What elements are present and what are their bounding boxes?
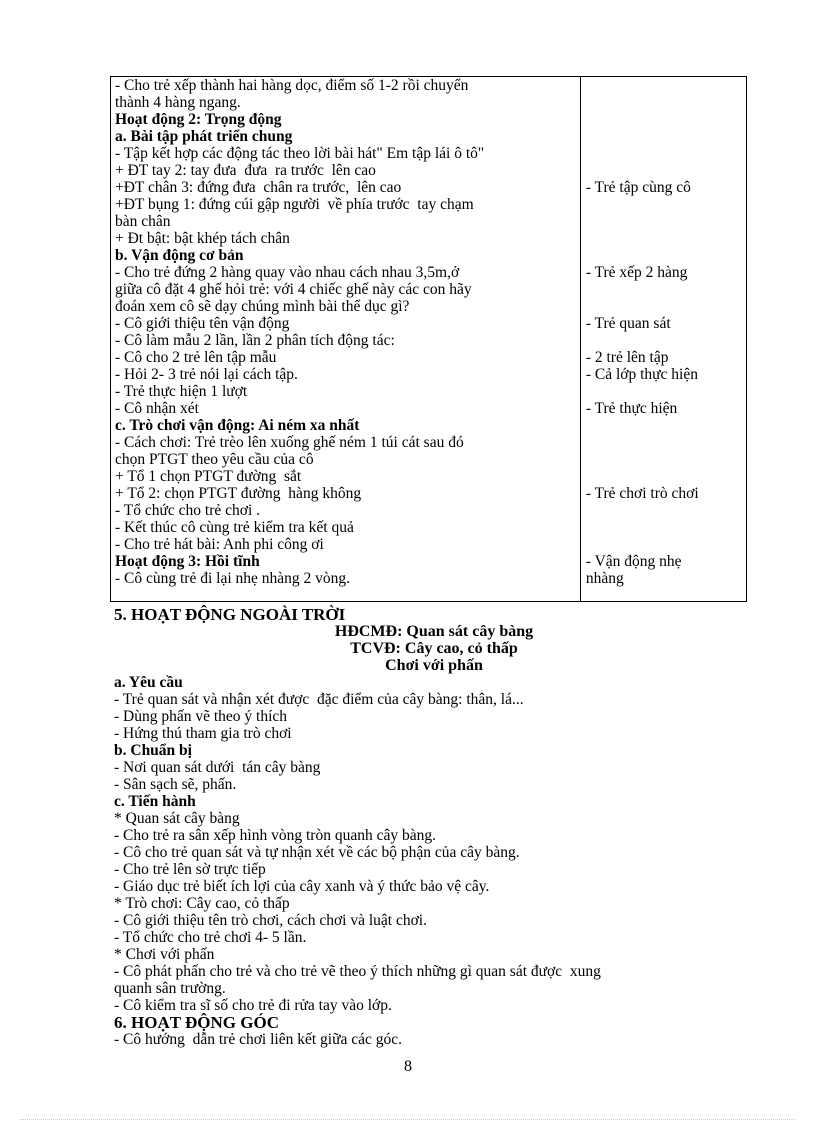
child-activity-item: - Cả lớp thực hiện bbox=[585, 366, 698, 383]
text-line: + Tổ 1 chọn PTGT đường sắt bbox=[115, 468, 302, 485]
child-activity-item: - Trẻ xếp 2 hàng bbox=[585, 264, 688, 281]
child-activity-column bbox=[580, 77, 746, 602]
child-activity-item: - Trẻ chơi trò chơi bbox=[585, 485, 699, 502]
heading-line: c. Trò chơi vận động: Ai ném xa nhất bbox=[115, 417, 360, 434]
text-line: - Cho trẻ ra sân xếp hình vòng tròn quanh cây bàng. bbox=[114, 827, 436, 844]
text-line: đoán xem cô sẽ dạy chúng mình bài thể dục gì? bbox=[115, 298, 410, 315]
text-line: + Đt bật: bật khép tách chân bbox=[115, 230, 290, 247]
section-6-body bbox=[114, 1031, 754, 1048]
text-line: +ĐT bụng 1: đứng cúi gập người về phía trước tay chạm bbox=[115, 196, 474, 213]
child-activity-item: - Trẻ quan sát bbox=[585, 315, 671, 332]
text-line: - Cô cho 2 trẻ lên tập mẫu bbox=[115, 349, 277, 366]
text-line: - Cô cho trẻ quan sát và tự nhận xét về các bộ phận của cây bàng. bbox=[114, 844, 520, 861]
section-5-sub2: TCVĐ: Cây cao, cỏ thấp bbox=[350, 640, 518, 657]
page-number: 8 bbox=[404, 1058, 412, 1075]
section-5-sub1: HĐCMĐ: Quan sát cây bàng bbox=[334, 623, 534, 640]
text-line: bàn chân bbox=[115, 213, 171, 230]
text-line: - Tổ chức cho trẻ chơi . bbox=[115, 502, 260, 519]
text-line: - Cho trẻ lên sờ trực tiếp bbox=[114, 861, 266, 878]
section-outdoor bbox=[114, 606, 754, 1014]
text-line: chọn PTGT theo yêu cầu của cô bbox=[115, 451, 314, 468]
text-line: - Giáo dục trẻ biết ích lợi của cây xanh và ý thức bảo vệ cây. bbox=[114, 878, 490, 895]
section-5-sub3: Chơi với phấn bbox=[385, 657, 483, 674]
text-line: - Dùng phấn vẽ theo ý thích bbox=[114, 708, 288, 725]
text-line: - Trẻ quan sát và nhận xét được đặc điểm của cây bàng: thân, lá... bbox=[114, 691, 524, 708]
teacher-activity-column bbox=[111, 77, 581, 602]
heading-line: Hoạt động 2: Trọng động bbox=[115, 111, 282, 128]
text-line: - Tổ chức cho trẻ chơi 4- 5 lần. bbox=[114, 929, 307, 946]
text-line: - Cho trẻ xếp thành hai hàng dọc, điểm số 1-2 rồi chuyển bbox=[115, 77, 469, 94]
text-line: - Hỏi 2- 3 trẻ nói lại cách tập. bbox=[115, 366, 298, 383]
text-line: - Cách chơi: Trẻ trèo lên xuống ghế ném 1 túi cát sau đó bbox=[115, 434, 464, 451]
text-line: * Trò chơi: Cây cao, cỏ thấp bbox=[114, 895, 290, 912]
text-line: thành 4 hàng ngang. bbox=[115, 94, 241, 111]
text-line: giữa cô đặt 4 ghế hỏi trẻ: với 4 chiếc ghế này các con hãy bbox=[115, 281, 472, 298]
text-line: - Cho trẻ hát bài: Anh phi công ơi bbox=[115, 536, 324, 553]
section-5-title: 5. HOẠT ĐỘNG NGOÀI TRỜI bbox=[114, 605, 346, 624]
text-line: - Trẻ thực hiện 1 lượt bbox=[115, 383, 248, 400]
text-line: - Cô kiểm tra sĩ số cho trẻ đi rửa tay vào lớp. bbox=[114, 997, 392, 1014]
text-line: - Cô cùng trẻ đi lại nhẹ nhàng 2 vòng. bbox=[115, 570, 351, 587]
text-line: - Cô nhận xét bbox=[115, 400, 199, 417]
child-activity-item: - Trẻ thực hiện bbox=[585, 400, 678, 417]
text-line: quanh sân trường. bbox=[114, 980, 226, 997]
text-line: - Cho trẻ đứng 2 hàng quay vào nhau cách nhau 3,5m,ở bbox=[115, 264, 460, 281]
text-line: - Cô hướng dẫn trẻ chơi liên kết giữa các góc. bbox=[114, 1031, 402, 1048]
lesson-table bbox=[110, 76, 747, 602]
text-line: * Chơi với phấn bbox=[114, 946, 215, 963]
text-line: - Nơi quan sát dưới tán cây bàng bbox=[114, 759, 321, 776]
child-activity-item: - Trẻ tập cùng cô bbox=[585, 179, 691, 196]
text-line: - Kết thúc cô cùng trẻ kiểm tra kết quả bbox=[115, 519, 354, 536]
child-activity-item: - 2 trẻ lên tập bbox=[585, 349, 669, 366]
text-line: - Cô giới thiệu tên trò chơi, cách chơi và luật chơi. bbox=[114, 912, 427, 929]
text-line: + Tổ 2: chọn PTGT đường hàng không bbox=[115, 485, 362, 502]
heading-line: a. Bài tập phát triển chung bbox=[115, 128, 293, 145]
text-line: - Cô làm mẫu 2 lần, lần 2 phân tích động tác: bbox=[115, 332, 395, 349]
text-line: - Cô giới thiệu tên vận động bbox=[115, 315, 290, 332]
heading-line: Hoạt động 3: Hồi tĩnh bbox=[115, 553, 260, 570]
text-line: * Quan sát cây bàng bbox=[114, 810, 240, 827]
heading-line: b. Vận động cơ bản bbox=[115, 247, 244, 264]
heading-line: c. Tiến hành bbox=[114, 793, 196, 810]
heading-line: a. Yêu cầu bbox=[114, 674, 183, 691]
child-activity-item: - Vận động nhẹ nhàng bbox=[585, 553, 682, 587]
text-line: + ĐT tay 2: tay đưa đưa ra trước lên cao bbox=[115, 162, 376, 179]
section-6-title: 6. HOẠT ĐỘNG GÓC bbox=[114, 1013, 279, 1032]
text-line: - Sân sạch sẽ, phấn. bbox=[114, 776, 237, 793]
section-corner bbox=[114, 1014, 754, 1048]
page-footer-divider bbox=[20, 1119, 796, 1120]
section-5-body bbox=[114, 674, 754, 1014]
text-line: - Cô phát phấn cho trẻ và cho trẻ vẽ theo ý thích những gì quan sát được xung bbox=[114, 963, 601, 980]
text-line: - Hứng thú tham gia trò chơi bbox=[114, 725, 292, 742]
text-line: - Tập kết hợp các động tác theo lời bài hát" Em tập lái ô tô" bbox=[115, 145, 485, 162]
heading-line: b. Chuẩn bị bbox=[114, 742, 192, 759]
text-line: +ĐT chân 3: đứng đưa chân ra trước, lên cao bbox=[115, 179, 402, 196]
